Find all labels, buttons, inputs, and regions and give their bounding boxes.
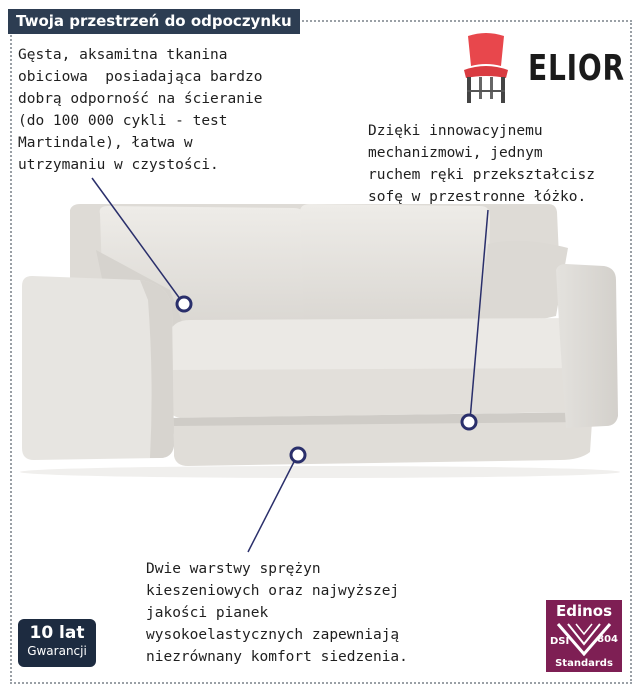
marker-springs (291, 448, 305, 462)
leader-line-fabric (92, 178, 183, 303)
warranty-label: Gwarancji (27, 644, 87, 658)
page-title: Twoja przestrzeń do odpoczynku (8, 9, 300, 34)
cert-name: Edinos (555, 602, 613, 620)
callout-fabric: Gęsta, aksamitna tkanina obiciowa posiadająca bardzo dobrą odporność na ścieranie (do 100 000 cykli - test Martindale), łatwa w utrzymaniu w czystości. (18, 47, 263, 173)
callout-springs: Dwie warstwy sprężyn kieszeniowych oraz najwyższej jakości pianek wysokoelastycznych zapewniają niezrównany komfort siedzenia. (146, 561, 408, 665)
warranty-badge (18, 619, 96, 667)
cert-standards: Standards (555, 658, 613, 669)
warranty-years: 10 lat (29, 623, 85, 643)
marker-fabric (177, 297, 191, 311)
brand-name: ELIOR (528, 48, 625, 89)
marker-mechanism (462, 415, 476, 429)
certification-badge (546, 600, 622, 672)
leader-line-mechanism (470, 210, 488, 420)
callout-mechanism: Dzięki innowacyjnemu mechanizmowi, jednym ruchem ręki przekształcisz sofę w przestronne łóżko. (368, 123, 595, 205)
cert-code: DSI (550, 636, 570, 647)
cert-number: 804 (597, 634, 618, 645)
leader-line-springs (248, 456, 297, 552)
